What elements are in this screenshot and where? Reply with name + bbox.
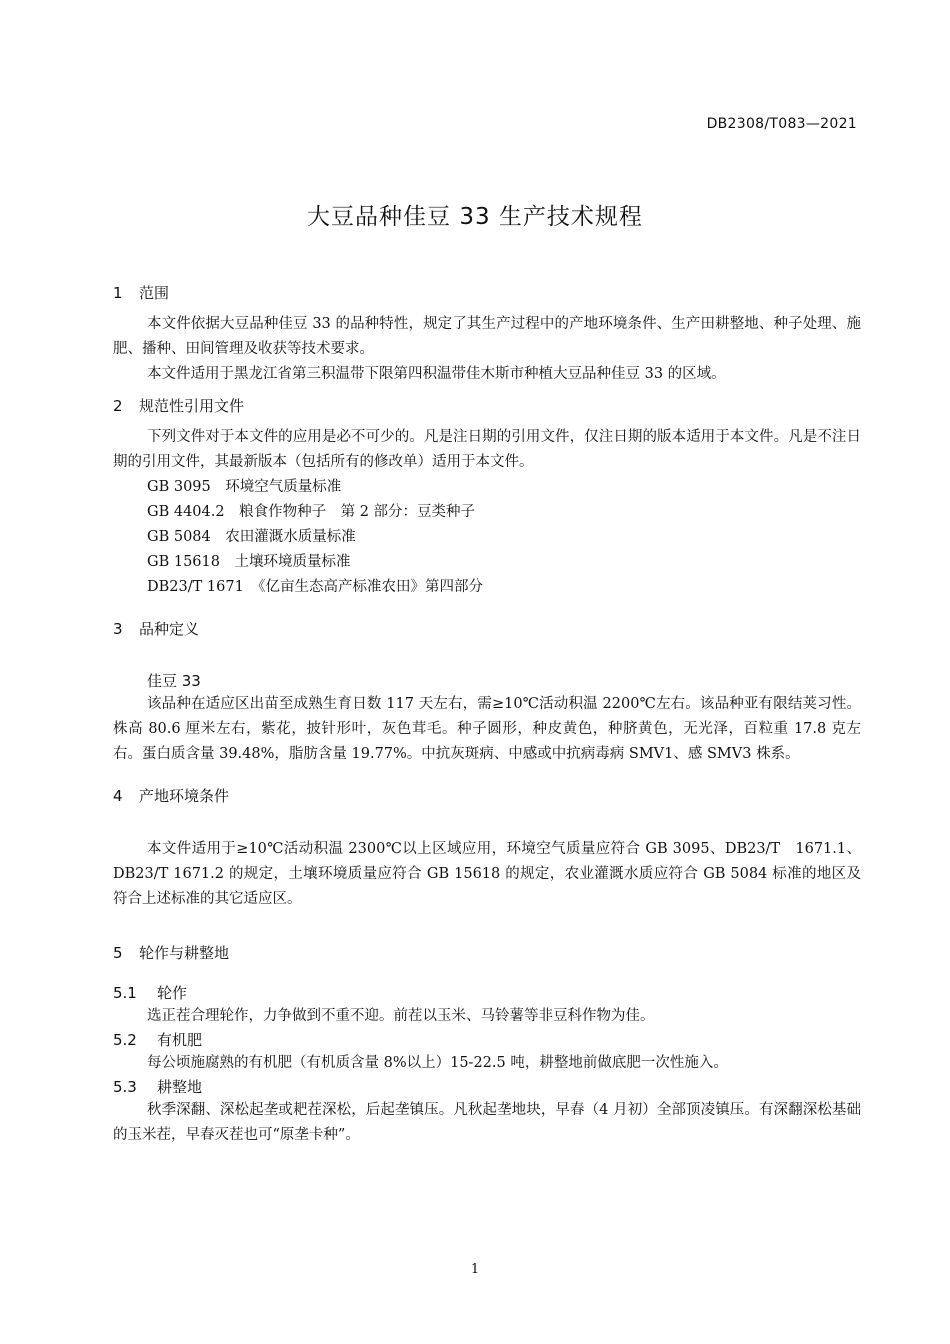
reference-code: DB23/T 1671: [147, 579, 244, 595]
paragraph: 选正茬合理轮作，力争做到不重不迎。前茬以玉米、马铃薯等非豆科作物为佳。: [147, 1008, 655, 1024]
paragraph: 本文件适用于黑龙江省第三积温带下限第四积温带佳木斯市种植大豆品种佳豆 33 的区域。: [147, 366, 726, 382]
reference-item: [113, 500, 861, 525]
section-heading-scope: [113, 282, 861, 304]
section-number: 2: [113, 397, 123, 415]
reference-item: [113, 575, 861, 600]
section-title: 轮作与耕整地: [139, 944, 230, 962]
section-heading-variety-definition: [113, 618, 861, 640]
reference-code: GB 5084: [147, 529, 211, 545]
section-title: 规范性引用文件: [139, 397, 245, 415]
paragraph: 每公顷施腐熟的有机肥（有机质含量 8%以上）15-22.5 吨，耕整地前做底肥一次性施入。: [147, 1055, 728, 1071]
subsection-title: 轮作: [157, 984, 188, 1002]
paragraph: 本文件依据大豆品种佳豆 33 的品种特性，规定了其生产过程中的产地环境条件、生产田耕整地、种子处理、施肥、播种、田间管理及收获等技术要求。: [113, 316, 861, 357]
subsection-number: 5.2: [113, 1031, 137, 1049]
section-number: 1: [113, 284, 123, 302]
subsection-number: 5.3: [113, 1078, 137, 1096]
subsection-heading-organic-fertilizer: [113, 1029, 861, 1051]
document-body: [113, 282, 861, 1148]
section-number: 3: [113, 620, 123, 638]
subsection-title: 有机肥: [157, 1031, 203, 1049]
section-title: 范围: [139, 284, 170, 302]
section-title: 品种定义: [139, 620, 200, 638]
reference-code: GB 15618: [147, 554, 220, 570]
section-number: 4: [113, 787, 123, 805]
section-heading-environment: [113, 785, 861, 807]
reference-code: GB 3095: [147, 479, 211, 495]
page-number: 1: [470, 1262, 480, 1277]
section-title: 产地环境条件: [139, 787, 230, 805]
reference-name: 土壤环境质量标准: [234, 554, 351, 570]
paragraph: 下列文件对于本文件的应用是必不可少的。凡是注日期的引用文件，仅注日期的版本适用于本文件。凡是不注日期的引用文件，其最新版本（包括所有的修改单）适用于本文件。: [113, 429, 861, 470]
reference-item: [113, 475, 861, 500]
reference-code: GB 4404.2: [147, 504, 225, 520]
document-title: 大豆品种佳豆 33 生产技术规程: [307, 204, 643, 230]
section-heading-normative-references: [113, 395, 861, 417]
reference-item: [113, 525, 861, 550]
section-heading-rotation-tillage: [113, 942, 861, 964]
reference-name: 环境空气质量标准: [225, 479, 342, 495]
subsection-title: 耕整地: [157, 1078, 203, 1096]
reference-name: 《亿亩生态高产标准农田》第四部分: [258, 579, 484, 595]
term-heading: 佳豆 33: [147, 672, 201, 690]
reference-name: 农田灌溉水质量标准: [225, 529, 356, 545]
reference-name: 粮食作物种子 第 2 部分：豆类种子: [239, 504, 476, 520]
subsection-heading-rotation: [113, 982, 861, 1004]
document-code: DB2308/T083—2021: [706, 116, 857, 132]
paragraph: 该品种在适应区出苗至成熟生育日数 117 天左右，需≥10℃活动积温 2200℃左右。该品种亚有限结荚习性。株高 80.6 厘米左右，紫花，披针形叶，灰色茸毛。种子圆形，种皮黄色，种脐黄色，无光泽，百粒重 17.8 克左右。蛋白质含量 39.48%，脂肪含量 19.77%。中抗灰斑病、中感或中抗病毒病 SMV1、感 SMV3 株系。: [113, 696, 861, 762]
subsection-number: 5.1: [113, 984, 137, 1002]
section-number: 5: [113, 944, 123, 962]
subsection-heading-tillage: [113, 1076, 861, 1098]
paragraph: 秋季深翻、深松起垄或耙茬深松，后起垄镇压。凡秋起垄地块，早春（4 月初）全部顶凌镇压。有深翻深松基础的玉米茬，早春灭茬也可“原垄卡种”。: [113, 1102, 861, 1143]
reference-item: [113, 550, 861, 575]
paragraph: 本文件适用于≥10℃活动积温 2300℃以上区域应用，环境空气质量应符合 GB 3095、DB23/T 1671.1、DB23/T 1671.2 的规定，土壤环境质量应符合 GB 15618 的规定，农业灌溉水质应符合 GB 5084 标准的地区及符合上述标准的其它适应区。: [113, 841, 861, 907]
